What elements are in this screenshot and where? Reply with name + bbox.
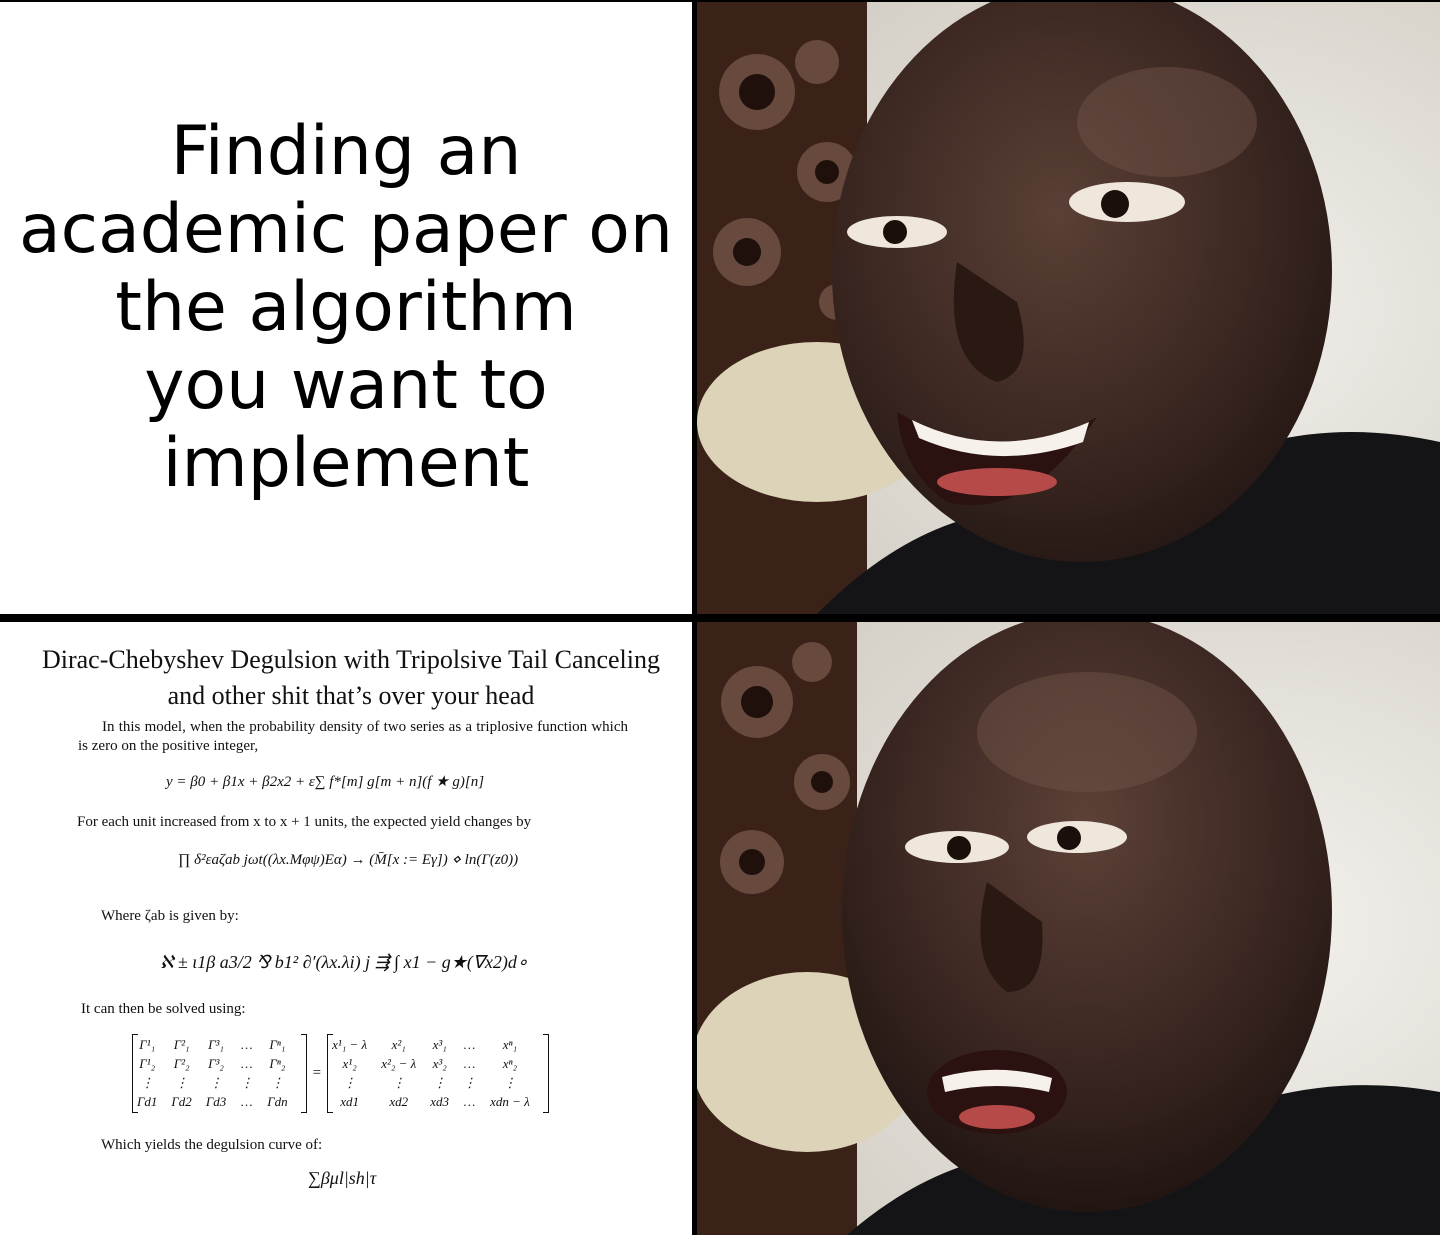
happy-reaction-photo	[697, 2, 1440, 614]
paper-paragraph-curve: Which yields the degulsion curve of:	[101, 1137, 323, 1153]
paper-paragraph-intro: In this model, when the probability density of two series as a triplosive function which is zero on the positive integer,	[78, 719, 628, 754]
paper-paragraph-where: Where ζab is given by:	[101, 908, 239, 924]
meme-caption: Finding an academic paper on the algorithm you want to implement	[19, 112, 673, 503]
equals-sign: =	[312, 1065, 322, 1081]
equation-regression	[166, 772, 484, 791]
disappointed-man-icon	[697, 622, 1440, 1235]
equation-integral	[160, 952, 528, 973]
equation-sum-text: ∑βμl|sh|τ	[308, 1168, 377, 1188]
horizontal-divider	[0, 614, 1440, 622]
disappointed-reaction-photo	[697, 622, 1440, 1235]
equation-regression-text: y = β0 + β1x + β2x2 + ε∑ f*[m] g[m + n](f ★ g)[n]	[166, 774, 485, 790]
equation-product-text: ∏ δ²εaζab jωt((λx.Mφψ)Eα) → (M̄[x := Eγ]) ⋄ ln(Γ(z0))	[178, 852, 519, 868]
vertical-divider	[692, 0, 697, 1235]
smiling-man-icon	[697, 2, 1440, 614]
matrix-equation	[132, 1034, 549, 1113]
equation-integral-text: ℵ ± ι1β a3/2 ⅋ b1² ∂′(λx.λi) j ⇶ ∫ x1 − g★(∇x2)d∘	[160, 952, 529, 972]
equation-product	[178, 850, 518, 869]
paper-paragraph-yield: For each unit increased from x to x + 1 units, the expected yield changes by	[77, 814, 532, 830]
x-matrix: x¹₁ − λ x²₁ x³₁ … xⁿ₁ x¹₂ x²₂ − λ x³₂ … xⁿ₂ ⋮ ⋮ ⋮ ⋮ ⋮ xd1 xd2 xd3 … xdn − λ	[327, 1034, 549, 1113]
gamma-matrix: Γ¹₁ Γ²₁ Γ³₁ … Γⁿ₁ Γ¹₂ Γ²₂ Γ³₂ … Γⁿ₂ ⋮ ⋮ ⋮ ⋮ ⋮ Γd1 Γd2 Γd3 … Γdn	[132, 1034, 307, 1113]
caption-panel	[0, 2, 692, 614]
paper-paragraph-solve: It can then be solved using:	[81, 1001, 246, 1017]
paper-title: Dirac-Chebyshev Degulsion with Tripolsive Tail Canceling and other shit that’s over your head	[41, 645, 661, 710]
equation-sum	[308, 1168, 376, 1189]
academic-paper-panel	[0, 622, 692, 1235]
